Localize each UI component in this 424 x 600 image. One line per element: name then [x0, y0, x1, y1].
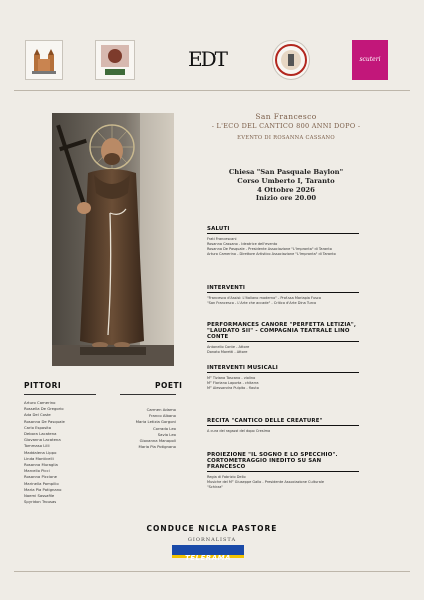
- pittori-heading: PITTORI: [24, 381, 62, 390]
- logo-scuteri: scuteri: [352, 40, 388, 80]
- section-heading: PERFORMANCES CANORE "PERFETTA LETIZIA",: [207, 322, 357, 328]
- footer-divider: [14, 571, 410, 572]
- list-item: Donato Moretti - Attore: [207, 350, 248, 354]
- list-item: Tommaso Lilli: [24, 443, 50, 449]
- section-performances: [207, 322, 367, 355]
- poeti-heading: POETI: [155, 381, 183, 390]
- event-organizer: EVENTO DI ROSANNA CASSANO: [237, 135, 335, 141]
- section-heading: INTERVENTI MUSICALI: [207, 365, 359, 373]
- list-item: Maria Pia Potignano: [138, 444, 176, 450]
- saint-francis-statue-photo: [52, 113, 174, 366]
- section-musicali: [207, 365, 367, 391]
- list-item: Maria Pia Potignano: [24, 486, 62, 492]
- list-item: M° Alessandra Pulpito - flauto: [207, 386, 259, 390]
- section-heading: INTERVENTI: [207, 285, 359, 293]
- list-item: Noemi Sassafile: [24, 493, 55, 499]
- section-heading-line2: CORTOMETRAGGIO INEDITO SU SAN FRANCESCO: [207, 458, 359, 472]
- logo-church: [25, 40, 63, 80]
- section-heading: RECITA "CANTICO DELLE CREATURE": [207, 418, 359, 426]
- logo-edt: EDT: [188, 47, 226, 71]
- logo-association-seal: [272, 40, 310, 80]
- start-time: Inizio ore 20.00: [255, 194, 317, 203]
- list-item: Rosanna Cassano - Ideatrice dell'evento: [207, 242, 278, 246]
- list-item: Debora Lacatena: [24, 431, 57, 437]
- event-location: [196, 168, 376, 203]
- list-item: Rosanna Muraglia: [24, 462, 58, 468]
- list-item: Franco Albano: [149, 413, 176, 419]
- list-item: Marinella Pompilio: [24, 480, 59, 486]
- list-item: Ada Del Coste: [24, 412, 51, 418]
- list-item: M° Floriano Laporta - chitarra: [207, 381, 259, 385]
- list-item: Giovanna Lacatena: [24, 437, 61, 443]
- list-item: Savio Leo: [157, 431, 176, 437]
- impronta-logo-icon: [96, 41, 134, 79]
- list-item: Linda Monticelli: [24, 455, 54, 461]
- venue: Chiesa "San Pasquale Baylon": [228, 168, 344, 176]
- list-item: Musiche del M° Giuseppe Gallo - Presidente Associazione Culturale: [207, 480, 324, 484]
- section-heading-line2: "LAUDATO SII" - COMPAGNIA TEATRALE LINO CONTE: [207, 328, 359, 342]
- list-item: Rosanna De Pasquale: [24, 418, 65, 424]
- seal-icon: [273, 41, 309, 79]
- pittori-list: [24, 400, 65, 505]
- list-item: "Schirza": [207, 485, 223, 489]
- poeti-underline: [120, 394, 176, 395]
- list-item: Maddalena Lippo: [24, 449, 57, 455]
- list-item: Maria Letizia Gorgoni: [135, 419, 176, 425]
- pittori-underline: [24, 394, 96, 395]
- section-proiezione: [207, 452, 367, 490]
- list-item: Marcello Picci: [24, 468, 50, 474]
- event-subtitle: - L'ECO DEL CANTICO 800 ANNI DOPO -: [211, 122, 361, 130]
- host-role: GIORNALISTA: [187, 537, 237, 543]
- list-item: Antonello Conte - Attore: [207, 345, 250, 349]
- date: 4 Ottobre 2026: [257, 185, 315, 194]
- address: Corso Umberto I, Taranto: [237, 176, 335, 185]
- list-item: Carmen Adamo: [146, 407, 176, 412]
- list-item: Giovanna Manopoli: [139, 438, 176, 444]
- list-item: "San Francesco - L'Arte che accade" - Critico d'Arte Dina Turco: [207, 301, 317, 305]
- list-item: Carlo Esposito: [24, 424, 52, 430]
- section-heading: PROIEZIONE "IL SOGNO E LO SPECCHIO".: [207, 452, 338, 458]
- list-item: Spyridon Trousas: [24, 499, 57, 505]
- list-item: M° Tiziana Toscano - violino: [207, 376, 256, 380]
- event-title: San Francesco: [255, 112, 317, 121]
- telerama-logo: TELERAMA: [172, 545, 244, 558]
- list-item: Corrado Leo: [152, 425, 176, 431]
- list-item: Regia di Fabrizio Dello: [207, 475, 246, 479]
- section-saluti: [207, 226, 367, 257]
- list-item: Rossella De Gregorio: [24, 406, 64, 412]
- list-item: "Francesco d'Assisi: L'Italiano moderno" - Prof.ssa Mariapia Fusco: [207, 296, 321, 300]
- header-divider: [14, 90, 410, 91]
- list-item: Arturo Camerino - Direttore Artistico Associazione "L'Impronta" di Taranto: [207, 252, 336, 256]
- poeti-list: [110, 407, 176, 450]
- list-item: Rosanna De Pasquale - Presidente Associazione "L'Impronta" di Taranto: [207, 247, 332, 251]
- list-item: Arturo Camerino: [24, 400, 56, 405]
- section-recita: [207, 418, 367, 434]
- statue-illustration: [52, 113, 174, 366]
- church-icon: [26, 41, 62, 79]
- list-item: Rosanna Piccione: [24, 474, 57, 480]
- list-item: A cura dei ragazzi del dopo Cresima: [207, 429, 271, 433]
- logo-impronta: [95, 40, 135, 80]
- host-name: CONDUCE NICLA PASTORE: [146, 524, 278, 533]
- section-interventi: [207, 285, 367, 306]
- list-item: Frati Francescani: [207, 237, 237, 241]
- section-heading: SALUTI: [207, 226, 359, 234]
